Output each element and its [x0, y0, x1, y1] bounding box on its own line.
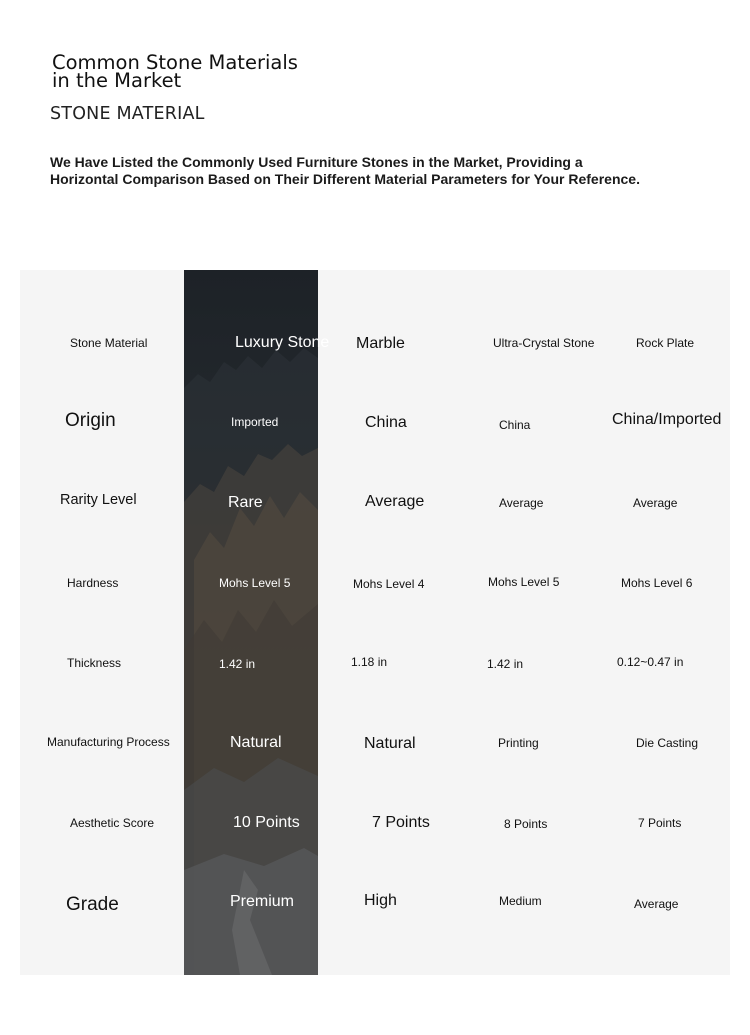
cell-manufacturing-process-ultra-crystal-stone: Printing [498, 736, 539, 750]
cell-aesthetic-score-luxury-stone: 10 Points [233, 814, 300, 831]
column-header-ultra-crystal-stone: Ultra-Crystal Stone [493, 336, 595, 350]
cell-hardness-rock-plate: Mohs Level 6 [621, 576, 693, 590]
column-header-marble: Marble [356, 335, 405, 352]
cell-manufacturing-process-marble: Natural [364, 735, 416, 752]
cell-origin-rock-plate: China/Imported [612, 411, 722, 428]
cell-rarity-level-marble: Average [365, 493, 425, 510]
page-subtitle: STONE MATERIAL [50, 104, 205, 124]
cell-origin-ultra-crystal-stone: China [499, 418, 531, 432]
cell-aesthetic-score-rock-plate: 7 Points [638, 816, 682, 830]
row-label-stone-material: Stone Material [70, 336, 148, 350]
row-label-aesthetic-score: Aesthetic Score [70, 816, 155, 830]
intro-text [50, 154, 710, 188]
cell-manufacturing-process-rock-plate: Die Casting [636, 736, 699, 750]
cell-origin-luxury-stone: Imported [231, 415, 279, 429]
cell-hardness-luxury-stone: Mohs Level 5 [219, 576, 291, 590]
cell-rarity-level-ultra-crystal-stone: Average [499, 496, 544, 510]
row-label-rarity-level: Rarity Level [60, 492, 137, 508]
cell-hardness-marble: Mohs Level 4 [353, 577, 425, 591]
intro-text-line-1: We Have Listed the Commonly Used Furniture Stones in the Market, Providing a [50, 154, 583, 170]
intro-text-line-2: Horizontal Comparison Based on Their Different Material Parameters for Your Reference. [50, 171, 640, 187]
row-label-manufacturing-process: Manufacturing Process [47, 735, 170, 749]
row-label-origin: Origin [65, 410, 116, 431]
row-label-thickness: Thickness [67, 656, 122, 670]
page-title-line-1: Common Stone Materials [52, 51, 298, 74]
cell-thickness-rock-plate: 0.12~0.47 in [617, 655, 684, 669]
cell-origin-marble: China [365, 414, 407, 431]
comparison-table [20, 270, 730, 975]
cell-manufacturing-process-luxury-stone: Natural [230, 734, 282, 751]
row-label-hardness: Hardness [67, 576, 119, 590]
cell-grade-luxury-stone: Premium [230, 893, 295, 910]
cell-thickness-luxury-stone: 1.42 in [219, 657, 256, 671]
cell-rarity-level-luxury-stone: Rare [228, 494, 263, 511]
cell-hardness-ultra-crystal-stone: Mohs Level 5 [488, 575, 560, 589]
cell-grade-marble: High [364, 892, 397, 909]
cell-thickness-ultra-crystal-stone: 1.42 in [487, 657, 524, 671]
cell-grade-rock-plate: Average [634, 897, 679, 911]
column-header-luxury-stone: Luxury Stone [235, 334, 330, 351]
highlight-column-luxury-stone [184, 270, 318, 975]
cell-thickness-marble: 1.18 in [351, 655, 388, 669]
page-title-line-2: in the Market [52, 69, 182, 92]
page-title [52, 51, 298, 92]
row-label-grade: Grade [66, 894, 119, 915]
cell-rarity-level-rock-plate: Average [633, 496, 678, 510]
column-header-rock-plate: Rock Plate [636, 336, 695, 350]
cell-aesthetic-score-marble: 7 Points [372, 814, 430, 831]
cell-grade-ultra-crystal-stone: Medium [499, 894, 542, 908]
cell-aesthetic-score-ultra-crystal-stone: 8 Points [504, 817, 548, 831]
mountain-background-image [184, 270, 318, 975]
